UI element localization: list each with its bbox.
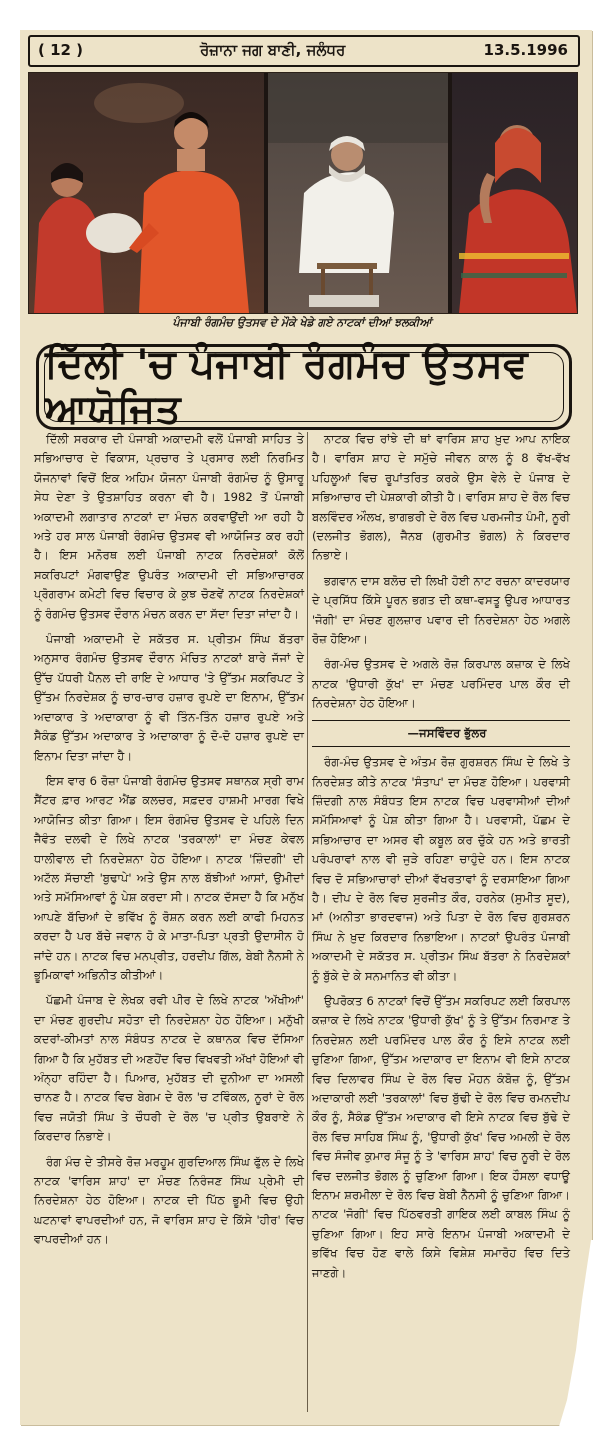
- article-column-1: [34, 430, 304, 1425]
- article-column-2: [312, 430, 570, 1425]
- stage-scenes-image: [29, 73, 577, 313]
- theatre-photo: [28, 72, 578, 314]
- paragraph: ਦਿੱਲੀ ਸਰਕਾਰ ਦੀ ਪੰਜਾਬੀ ਅਕਾਦਮੀ ਵਲੋਂ ਪੰਜਾਬੀ ਸਾਹਿਤ ਤੇ ਸਭਿਆਚਾਰ ਦੇ ਵਿਕਾਸ, ਪ੍ਰਚਾਰ ਤੇ ਪ੍ਰਸਾਰ ਲਈ ਨਿਰਮਿਤ ਯੋਜਨਾਵਾਂ ਵਿਚੋਂ ਇਕ ਅਹਿਮ ਯੋਜਨਾ ਪੰਜਾਬੀ ਰੰਗਮੰਚ ਨੂੰ ਉਸਾਰੂ ਸੇਧ ਦੇਣਾ ਤੇ ਉਤਸ਼ਾਹਿਤ ਕਰਨਾ ਵੀ ਹੈ। 1982 ਤੋਂ ਪੰਜਾਬੀ ਅਕਾਦਮੀ ਲਗਾਤਾਰ ਨਾਟਕਾਂ ਦਾ ਮੰਚਨ ਕਰਵਾਉਂਦੀ ਆ ਰਹੀ ਹੈ ਅਤੇ ਹਰ ਸਾਲ ਪੰਜਾਬੀ ਰੰਗਮੰਚ ਉਤਸਵ ਵੀ ਆਯੋਜਿਤ ਕਰ ਰਹੀ ਹੈ। ਇਸ ਮਨੋਰਥ ਲਈ ਪੰਜਾਬੀ ਨਾਟਕ ਨਿਰਦੇਸ਼ਕਾਂ ਕੋਲੋਂ ਸਕਰਿਪਟਾਂ ਮੰਗਵਾਉਣ ਉਪਰੰਤ ਅਕਾਦਮੀ ਦੀ ਸਭਿਆਚਾਰਕ ਪ੍ਰੋਗਰਾਮ ਕਮੇਟੀ ਵਿਚ ਵਿਚਾਰ ਕੇ ਕੁਝ ਚੋਣਵੇਂ ਨਾਟਕ ਨਿਰਦੇਸ਼ਕਾਂ ਨੂੰ ਰੰਗਮੰਚ ਉਤਸਵ ਦੌਰਾਨ ਮੰਚਨ ਕਰਨ ਦਾ ਸੱਦਾ ਦਿਤਾ ਜਾਂਦਾ ਹੈ।: [34, 432, 304, 621]
- paragraph: ਇਸ ਵਾਰ 6 ਰੋਜ਼ਾ ਪੰਜਾਬੀ ਰੰਗਮੰਚ ਉਤਸਵ ਸਥਾਨਕ ਸ੍ਰੀ ਰਾਮ ਸੈਂਟਰ ਫ਼ਾਰ ਆਰਟ ਐਂਡ ਕਲਚਰ, ਸਫ਼ਦਰ ਹਾਸ਼ਮੀ ਮਾਰਗ ਵਿਖੇ ਆਯੋਜਿਤ ਕੀਤਾ ਗਿਆ। ਇਸ ਰੰਗਮੰਚ ਉਤਸਵ ਦੇ ਪਹਿਲੇ ਦਿਨ ਜੈਵੰਤ ਦਲਵੀ ਦੇ ਲਿਖੇ ਨਾਟਕ 'ਤਰਕਾਲਾਂ' ਦਾ ਮੰਚਣ ਕੇਵਲ ਧਾਲੀਵਾਲ ਦੀ ਨਿਰਦੇਸ਼ਨਾ ਹੇਠ ਹੋਇਆ। ਨਾਟਕ 'ਜ਼ਿੰਦਗੀ' ਦੀ ਅਟੱਲ ਸੱਚਾਈ 'ਬੁਢਾਪੇ' ਅਤੇ ਉਸ ਨਾਲ ਬੱਝੀਆਂ ਆਸਾਂ, ਉਮੀਦਾਂ ਅਤੇ ਸਮੱਸਿਆਵਾਂ ਨੂੰ ਪੇਸ਼ ਕਰਦਾ ਸੀ। ਨਾਟਕ ਦੱਸਦਾ ਹੈ ਕਿ ਮਨੁੱਖ ਆਪਣੇ ਬੱਚਿਆਂ ਦੇ ਭਵਿੱਖ ਨੂੰ ਰੋਸ਼ਨ ਕਰਨ ਲਈ ਕਾਫੀ ਮਿਹਨਤ ਕਰਦਾ ਹੈ ਪਰ ਬੱਚੇ ਜਵਾਨ ਹੋ ਕੇ ਮਾਤਾ-ਪਿਤਾ ਪ੍ਰਤੀ ਉਦਾਸੀਨ ਹੋ ਜਾਂਦੇ ਹਨ। ਨਾਟਕ ਵਿਚ ਮਨਪ੍ਰੀਤ, ਹਰਦੀਪ ਗਿੱਲ, ਬੇਬੀ ਨੈਨਸੀ ਨੇ ਭੂਮਿਕਾਵਾਂ ਅਭਿਨੀਤ ਕੀਤੀਆਂ।: [34, 773, 304, 982]
- photo-caption: ਪੰਜਾਬੀ ਰੰਗਮੰਚ ਉਤਸਵ ਦੇ ਮੌਕੇ ਖੇਡੇ ਗਏ ਨਾਟਕਾਂ ਦੀਆਂ ਝਲਕੀਆਂ: [172, 316, 432, 329]
- paragraph: ਪੱਛਮੀ ਪੰਜਾਬ ਦੇ ਲੇਖਕ ਰਵੀ ਪੀਰ ਦੇ ਲਿਖੇ ਨਾਟਕ 'ਅੱਖੀਆਂ' ਦਾ ਮੰਚਣ ਗੁਰਦੀਪ ਸਹੋਤਾ ਦੀ ਨਿਰਦੇਸ਼ਨਾ ਹੇਠ ਹੋਇਆ। ਮਨੁੱਖੀ ਕਦਰਾਂ-ਕੀਮਤਾਂ ਨਾਲ ਸੰਬੰਧਤ ਨਾਟਕ ਦੇ ਕਥਾਨਕ ਵਿਚ ਦੱਸਿਆ ਗਿਆ ਹੈ ਕਿ ਮੁਹੱਬਤ ਦੀ ਅਣਹੋਂਦ ਵਿਚ ਵਿਖਵਤੀ ਅੱਖਾਂ ਹੋਇਆਂ ਵੀ ਅੰਨ੍ਹਾ ਰਹਿੰਦਾ ਹੈ। ਪਿਆਰ, ਮੁਹੱਬਤ ਦੀ ਦੁਨੀਆ ਦਾ ਅਸਲੀ ਚਾਨਣ ਹੈ। ਨਾਟਕ ਵਿਚ ਬੇਗਮ ਦੇ ਰੋਲ 'ਚ ਟਵਿੰਕਲ, ਨੂਰਾਂ ਦੇ ਰੋਲ ਵਿਚ ਜਯੋਤੀ ਸਿੰਘ ਤੇ ਚੌਧਰੀ ਦੇ ਰੋਲ 'ਚ ਪ੍ਰੀਤ ਉਬਰਾਏ ਨੇ ਕਿਰਦਾਰ ਨਿਭਾਏ।: [34, 993, 304, 1144]
- headline-frame: [36, 344, 572, 430]
- masthead: [28, 35, 580, 67]
- paragraph: ਨਾਟਕ ਵਿਚ ਰਾਂਝੇ ਦੀ ਥਾਂ ਵਾਰਿਸ ਸ਼ਾਹ ਖ਼ੁਦ ਆਪ ਨਾਇਕ ਹੈ। ਵਾਰਿਸ ਸ਼ਾਹ ਦੇ ਸਮੁੱਚੇ ਜੀਵਨ ਕਾਲ ਨੂੰ 8 ਵੱਖ-ਵੱਖ ਪਹਿਲੂਆਂ ਵਿਚ ਰੂਪਾਂਤਰਿਤ ਕਰਕੇ ਉਸ ਵੇਲੇ ਦੇ ਪੰਜਾਬ ਦੇ ਸਭਿਆਚਾਰ ਦੀ ਪੇਸ਼ਕਾਰੀ ਕੀਤੀ ਹੈ। ਵਾਰਿਸ ਸ਼ਾਹ ਦੇ ਰੋਲ ਵਿਚ ਬਲਵਿੰਦਰ ਔਲਖ, ਭਾਗਭਰੀ ਦੇ ਰੋਲ ਵਿਚ ਪਰਮਜੀਤ ਪੰਮੀ, ਨੂਰੀ (ਦਲਜੀਤ ਭੋਗਲ), ਜੈਨਬ (ਗੁਰਮੀਤ ਭੋਗਲ) ਨੇ ਕਿਰਦਾਰ ਨਿਭਾਏ।: [312, 432, 570, 563]
- paragraph: ਰੰਗ ਮੰਚ ਦੇ ਤੀਸਰੇ ਰੋਜ਼ ਮਰਹੂਮ ਗੁਰਦਿਆਲ ਸਿੰਘ ਫੁੱਲ ਦੇ ਲਿਖੇ ਨਾਟਕ 'ਵਾਰਿਸ ਸ਼ਾਹ' ਦਾ ਮੰਚਣ ਨਿਰੰਜਣ ਸਿੰਘ ਪ੍ਰੇਮੀ ਦੀ ਨਿਰਦੇਸ਼ਨਾ ਹੇਠ ਹੋਇਆ। ਨਾਟਕ ਦੀ ਪਿੱਠ ਭੂਮੀ ਵਿਚ ਉਹੀ ਘਟਨਾਵਾਂ ਵਾਪਰਦੀਆਂ ਹਨ, ਜੋ ਵਾਰਿਸ ਸ਼ਾਹ ਦੇ ਕਿੱਸੇ 'ਹੀਰ' ਵਿਚ ਵਾਪਰਦੀਆਂ ਹਨ।: [34, 1154, 304, 1247]
- paragraph: ਪੰਜਾਬੀ ਅਕਾਦਮੀ ਦੇ ਸਕੱਤਰ ਸ. ਪ੍ਰੀਤਮ ਸਿੰਘ ਬੱਤਰਾ ਅਨੁਸਾਰ ਰੰਗਮੰਚ ਉਤਸਵ ਦੌਰਾਨ ਮੰਚਿਤ ਨਾਟਕਾਂ ਬਾਰੇ ਜੱਜਾਂ ਦੇ ਉੱਚ ਪੱਧਰੀ ਪੈਨਲ ਦੀ ਰਾਇ ਦੇ ਆਧਾਰ 'ਤੇ ਉੱਤਮ ਸਕਰਿਪਟ ਤੇ ਉੱਤਮ ਨਿਰਦੇਸ਼ਕ ਨੂੰ ਚਾਰ-ਚਾਰ ਹਜ਼ਾਰ ਰੁਪਏ ਦਾ ਇਨਾਮ, ਉੱਤਮ ਅਦਾਕਾਰ ਤੇ ਅਦਾਕਾਰਾ ਨੂੰ ਵੀ ਤਿੰਨ-ਤਿੰਨ ਹਜ਼ਾਰ ਰੁਪਏ ਅਤੇ ਸੈਕੰਡ ਉੱਤਮ ਅਦਾਕਾਰ ਤੇ ਅਦਾਕਾਰਾ ਨੂੰ ਦੋ-ਦੋ ਹਜ਼ਾਰ ਰੁਪਏ ਦਾ ਇਨਾਮ ਦਿਤਾ ਜਾਂਦਾ ਹੈ।: [34, 632, 304, 763]
- paragraph: ਉਪਰੋਕਤ 6 ਨਾਟਕਾਂ ਵਿਚੋਂ ਉੱਤਮ ਸਕਰਿਪਟ ਲਈ ਕਿਰਪਾਲ ਕਜ਼ਾਕ ਦੇ ਲਿਖੇ ਨਾਟਕ 'ਉਧਾਰੀ ਕੁੱਖ' ਨੂੰ ਤੇ ਉੱਤਮ ਨਿਰਮਾਣ ਤੇ ਨਿਰਦੇਸ਼ਨ ਲਈ ਪਰਮਿੰਦਰ ਪਾਲ ਕੌਰ ਨੂੰ ਇਸੇ ਨਾਟਕ ਲਈ ਚੁਣਿਆ ਗਿਆ, ਉੱਤਮ ਅਦਾਕਾਰ ਦਾ ਇਨਾਮ ਵੀ ਇਸੇ ਨਾਟਕ ਵਿਚ ਦਿਲਾਵਰ ਸਿੰਘ ਦੇ ਰੋਲ ਵਿਚ ਮੋਹਨ ਕੰਬੋਜ਼ ਨੂੰ, ਉੱਤਮ ਅਦਾਕਾਰੀ ਲਈ 'ਤਰਕਾਲਾਂ' ਵਿਚ ਬੁੱਢੀ ਦੇ ਰੋਲ ਵਿਚ ਰਮਨਦੀਪ ਕੌਰ ਨੂੰ, ਸੈਕੰਡ ਉੱਤਮ ਅਦਾਕਾਰ ਵੀ ਇਸੇ ਨਾਟਕ ਵਿਚ ਬੁੱਢੇ ਦੇ ਰੋਲ ਵਿਚ ਸਾਹਿਬ ਸਿੰਘ ਨੂੰ, 'ਉਧਾਰੀ ਕੁੱਖ' ਵਿਚ ਅਮਲੀ ਦੇ ਰੋਲ ਵਿਚ ਸੰਜੀਵ ਕੁਮਾਰ ਸੰਜੂ ਨੂੰ ਤੇ 'ਵਾਰਿਸ ਸ਼ਾਹ' ਵਿਚ ਨੂਰੀ ਦੇ ਰੋਲ ਵਿਚ ਦਲਜੀਤ ਭੋਗਲ ਨੂੰ ਚੁਣਿਆ ਗਿਆ। ਇਕ ਹੌਸਲਾ ਵਧਾਊ ਇਨਾਮ ਸ਼ਰਮੀਲਾ ਦੇ ਰੋਲ ਵਿਚ ਬੇਬੀ ਨੈਨਸੀ ਨੂੰ ਚੁਣਿਆ ਗਿਆ। ਨਾਟਕ 'ਜੋਗੀ' ਵਿਚ ਪਿੱਠਵਰਤੀ ਗਾਇਕ ਲਈ ਕਾਬਲ ਸਿੰਘ ਨੂੰ ਚੁਣਿਆ ਗਿਆ। ਇਹ ਸਾਰੇ ਇਨਾਮ ਪੰਜਾਬੀ ਅਕਾਦਮੀ ਦੇ ਭਵਿੱਖ ਵਿਚ ਹੋਣ ਵਾਲੇ ਕਿਸੇ ਵਿਸ਼ੇਸ਼ ਸਮਾਰੋਹ ਵਿਚ ਦਿਤੇ ਜਾਣਗੇ।: [312, 993, 570, 1280]
- paragraph: ਭਗਵਾਨ ਦਾਸ ਬਲੋਚ ਦੀ ਲਿਖੀ ਹੋਈ ਨਾਟ ਰਚਨਾ ਕਾਦਰਯਾਰ ਦੇ ਪ੍ਰਸਿੱਧ ਕਿੱਸੇ ਪੂਰਨ ਭਗਤ ਦੀ ਕਥਾ-ਵਸਤੂ ਉਪਰ ਆਧਾਰਤ 'ਜੋਗੀ' ਦਾ ਮੰਚਣ ਗੁਲਜ਼ਾਰ ਪਵਾਰ ਦੀ ਨਿਰਦੇਸ਼ਨਾ ਹੇਠ ਅਗਲੇ ਰੋਜ਼ ਹੋਇਆ।: [312, 573, 570, 647]
- issue-date: 13.5.1996: [483, 41, 568, 59]
- paragraph: ਰੰਗ-ਮੰਚ ਉਤਸਵ ਦੇ ਅੰਤਮ ਰੋਜ਼ ਗੁਰਸ਼ਰਨ ਸਿੰਘ ਦੇ ਲਿਖੇ ਤੇ ਨਿਰਦੇਸ਼ਤ ਕੀਤੇ ਨਾਟਕ 'ਸੰਤਾਪ' ਦਾ ਮੰਚਣ ਹੋਇਆ। ਪਰਵਾਸੀ ਜ਼ਿੰਦਗੀ ਨਾਲ ਸੰਬੰਧਤ ਇਸ ਨਾਟਕ ਵਿਚ ਪਰਵਾਸੀਆਂ ਦੀਆਂ ਸਮੱਸਿਆਵਾਂ ਨੂੰ ਪੇਸ਼ ਕੀਤਾ ਗਿਆ ਹੈ। ਪਰਵਾਸੀ, ਪੱਛਮ ਦੇ ਸਭਿਆਚਾਰ ਦਾ ਅਸਰ ਵੀ ਕਬੂਲ ਕਰ ਚੁੱਕੇ ਹਨ ਅਤੇ ਭਾਰਤੀ ਪਰੰਪਰਾਵਾਂ ਨਾਲ ਵੀ ਜੁੜੇ ਰਹਿਣਾ ਚਾਹੁੰਦੇ ਹਨ। ਇਸ ਨਾਟਕ ਵਿਚ ਦੋ ਸਭਿਆਚਾਰਾਂ ਦੀਆਂ ਵੱਖਰਤਾਵਾਂ ਨੂੰ ਦਰਸਾਇਆ ਗਿਆ ਹੈ। ਦੀਪ ਦੇ ਰੋਲ ਵਿਚ ਸੁਰਜੀਤ ਕੌਰ, ਹਰਨੇਕ (ਸੁਮੀਤ ਸੂਦ), ਮਾਂ (ਅਨੀਤਾ ਭਾਰਦਵਾਜ) ਅਤੇ ਪਿਤਾ ਦੇ ਰੋਲ ਵਿਚ ਗੁਰਸ਼ਰਨ ਸਿੰਘ ਨੇ ਖ਼ੁਦ ਕਿਰਦਾਰ ਨਿਭਾਇਆ। ਨਾਟਕਾਂ ਉਪਰੰਤ ਪੰਜਾਬੀ ਅਕਾਦਮੀ ਦੇ ਸਕੱਤਰ ਸ. ਪ੍ਰੀਤਮ ਸਿੰਘ ਬੱਤਰਾ ਨੇ ਨਿਰਦੇਸ਼ਕਾਂ ਨੂੰ ਬੁੱਕੇ ਦੇ ਕੇ ਸਨਮਾਨਿਤ ਵੀ ਕੀਤਾ।: [312, 755, 570, 983]
- newspaper-name: ਰੋਜ਼ਾਨਾ ਜਗ ਬਾਣੀ, ਜਲੰਧਰ: [200, 41, 346, 59]
- column-divider: [307, 432, 308, 1412]
- headline: ਦਿੱਲੀ 'ਚ ਪੰਜਾਬੀ ਰੰਗਮੰਚ ਉਤਸਵ ਆਯੋਜਿਤ: [44, 352, 564, 422]
- byline: —ਜਸਵਿੰਦਰ ਭੁੱਲਰ: [312, 720, 570, 747]
- page-number: ( 12 ): [38, 41, 84, 59]
- paragraph: ਰੰਗ-ਮੰਚ ਉਤਸਵ ਦੇ ਅਗਲੇ ਰੋਜ਼ ਕਿਰਪਾਲ ਕਜ਼ਾਕ ਦੇ ਲਿਖੇ ਨਾਟਕ 'ਉਧਾਰੀ ਕੁੱਖ' ਦਾ ਮੰਚਣ ਪਰਮਿੰਦਰ ਪਾਲ ਕੌਰ ਦੀ ਨਿਰਦੇਸ਼ਨਾ ਹੇਠ ਹੋਇਆ।: [312, 657, 570, 711]
